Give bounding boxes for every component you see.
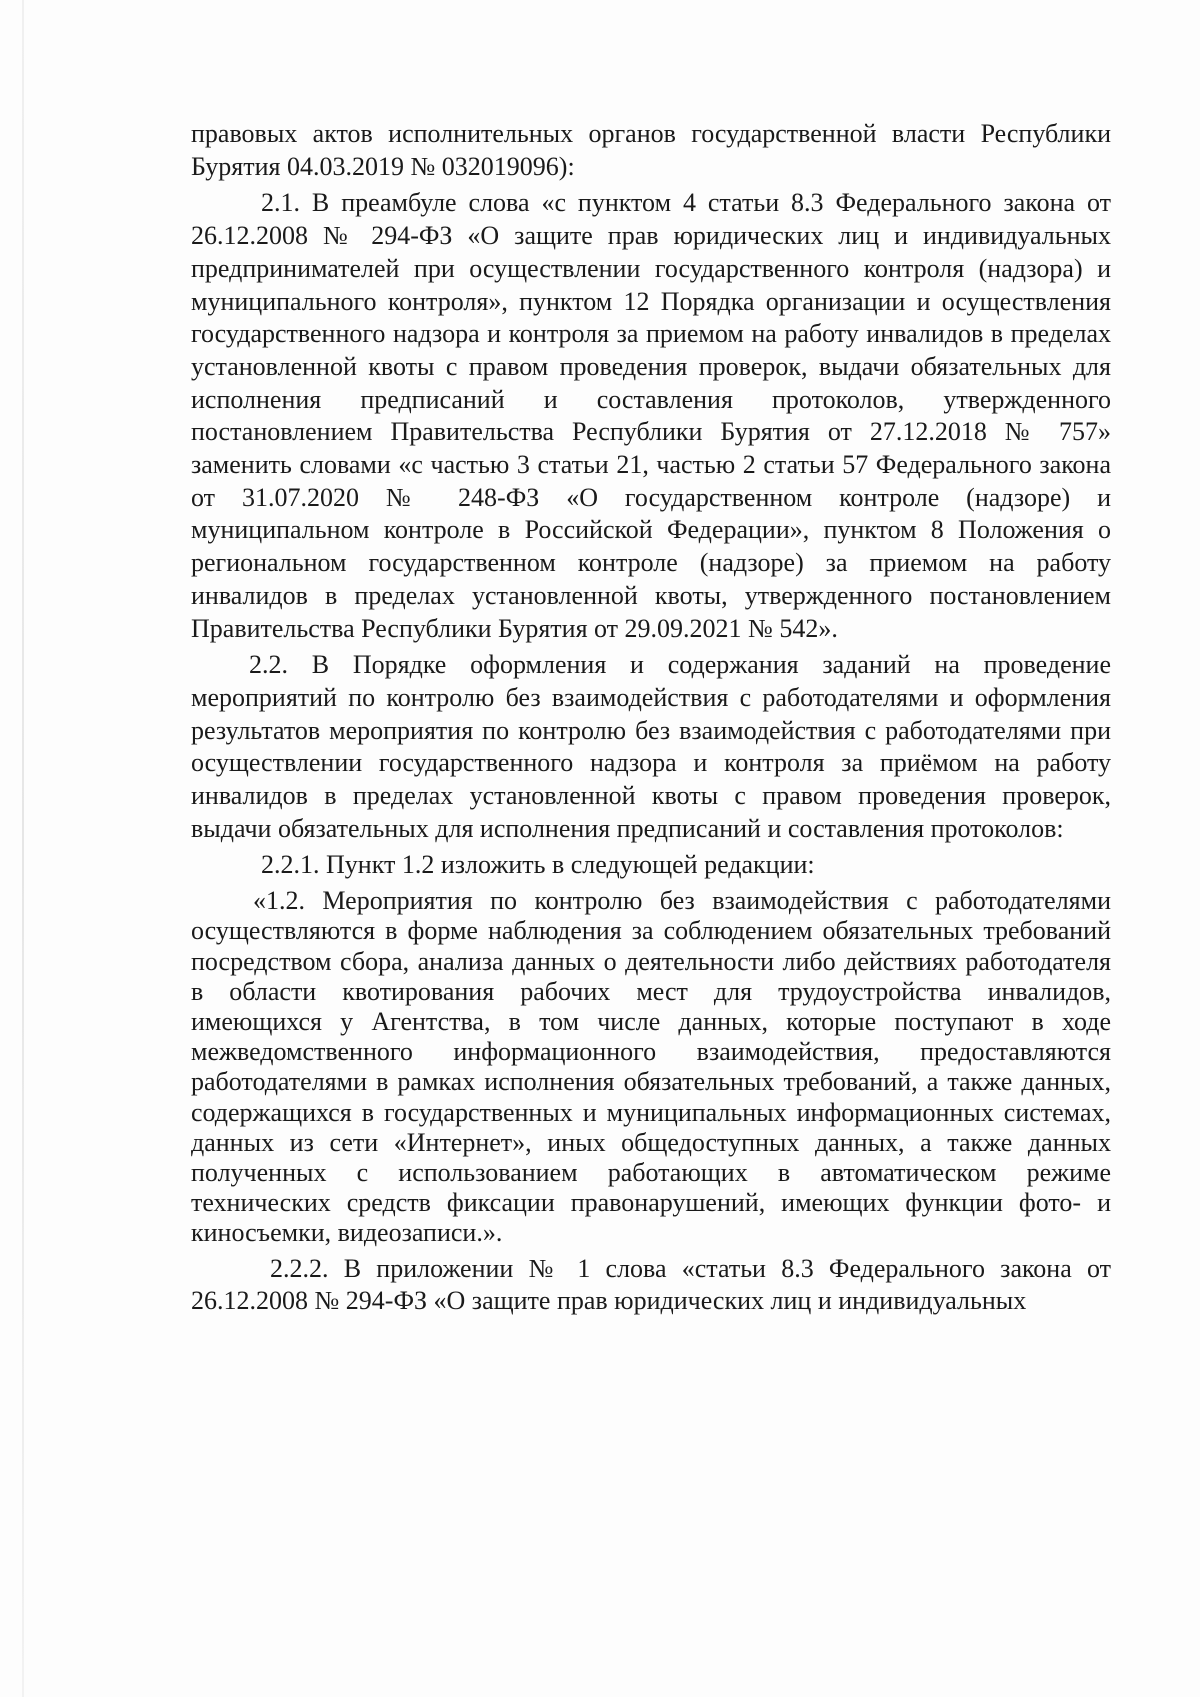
scan-edge-shadow <box>22 0 24 1697</box>
paragraph-continuation: правовых актов исполнительных органов государственной власти Республики Бурятия 04.03.2019 № 032019096): <box>191 119 1111 181</box>
document-body <box>191 118 1111 1322</box>
paragraph-2-2-1: 2.2.1. Пункт 1.2 изложить в следующей редакции: <box>261 850 815 880</box>
paragraph-2-2-2: 2.2.2. В приложении № 1 слова «статьи 8.3 Федерального закона от 26.12.2008 № 294-ФЗ «О защите прав юридических лиц и индивидуальных <box>191 1253 1111 1316</box>
paragraph-quote-1-2: «1.2. Мероприятия по контролю без взаимодействия с работодателями осуществляются в форме наблюдения за соблюдением обязательных требований посредством сбора, анализа данных о деятельности либо действиях работодателя в области квотирования рабочих мест для трудоустройства инвалидов, имеющихся у Агентства, в том числе данных, которые поступают в ходе межведомственного информационного взаимодействия, предоставляются работодателями в рамках исполнения обязательных требований, а также данных, содержащихся в государственных и муниципальных информационных системах, данных из сети «Интернет», иных общедоступных данных, а также данных полученных с использованием работающих в автоматическом режиме технических средств фиксации правонарушений, имеющих функции фото- и киносъемки, видеозаписи.». <box>191 886 1111 1248</box>
paragraph-2-2: 2.2. В Порядке оформления и содержания заданий на проведение мероприятий по контролю без взаимодействия с работодателями и оформления результатов мероприятия по контролю без взаимодействия с работодателями при осуществлении государственного надзора и контроля за приёмом на работу инвалидов в пределах установленной квоты с правом проведения проверок, выдачи обязательных для исполнения предписаний и составления протоколов: <box>191 650 1111 843</box>
paragraph-2-1: 2.1. В преамбуле слова «с пунктом 4 статьи 8.3 Федерального закона от 26.12.2008 № 294-ФЗ «О защите прав юридических лиц и индивидуальных предпринимателей при осуществлении государственного контроля (надзора) и муниципального контроля», пунктом 12 Порядка организации и осуществления государственного надзора и контроля за приемом на работу инвалидов в пределах установленной квоты с правом проведения проверок, выдачи обязательных для исполнения предписаний и составления протоколов, утвержденного постановлением Правительства Республики Бурятия от 27.12.2018 № 757» заменить словами «с частью 3 статьи 21, частью 2 статьи 57 Федерального закона от 31.07.2020 № 248-ФЗ «О государственном контроле (надзоре) и муниципальном контроле в Российской Федерации», пунктом 8 Положения о региональном государственном контроле (надзоре) за приемом на работу инвалидов в пределах установленной квоты, утвержденного постановлением Правительства Республики Бурятия от 29.09.2021 № 542». <box>191 188 1111 643</box>
